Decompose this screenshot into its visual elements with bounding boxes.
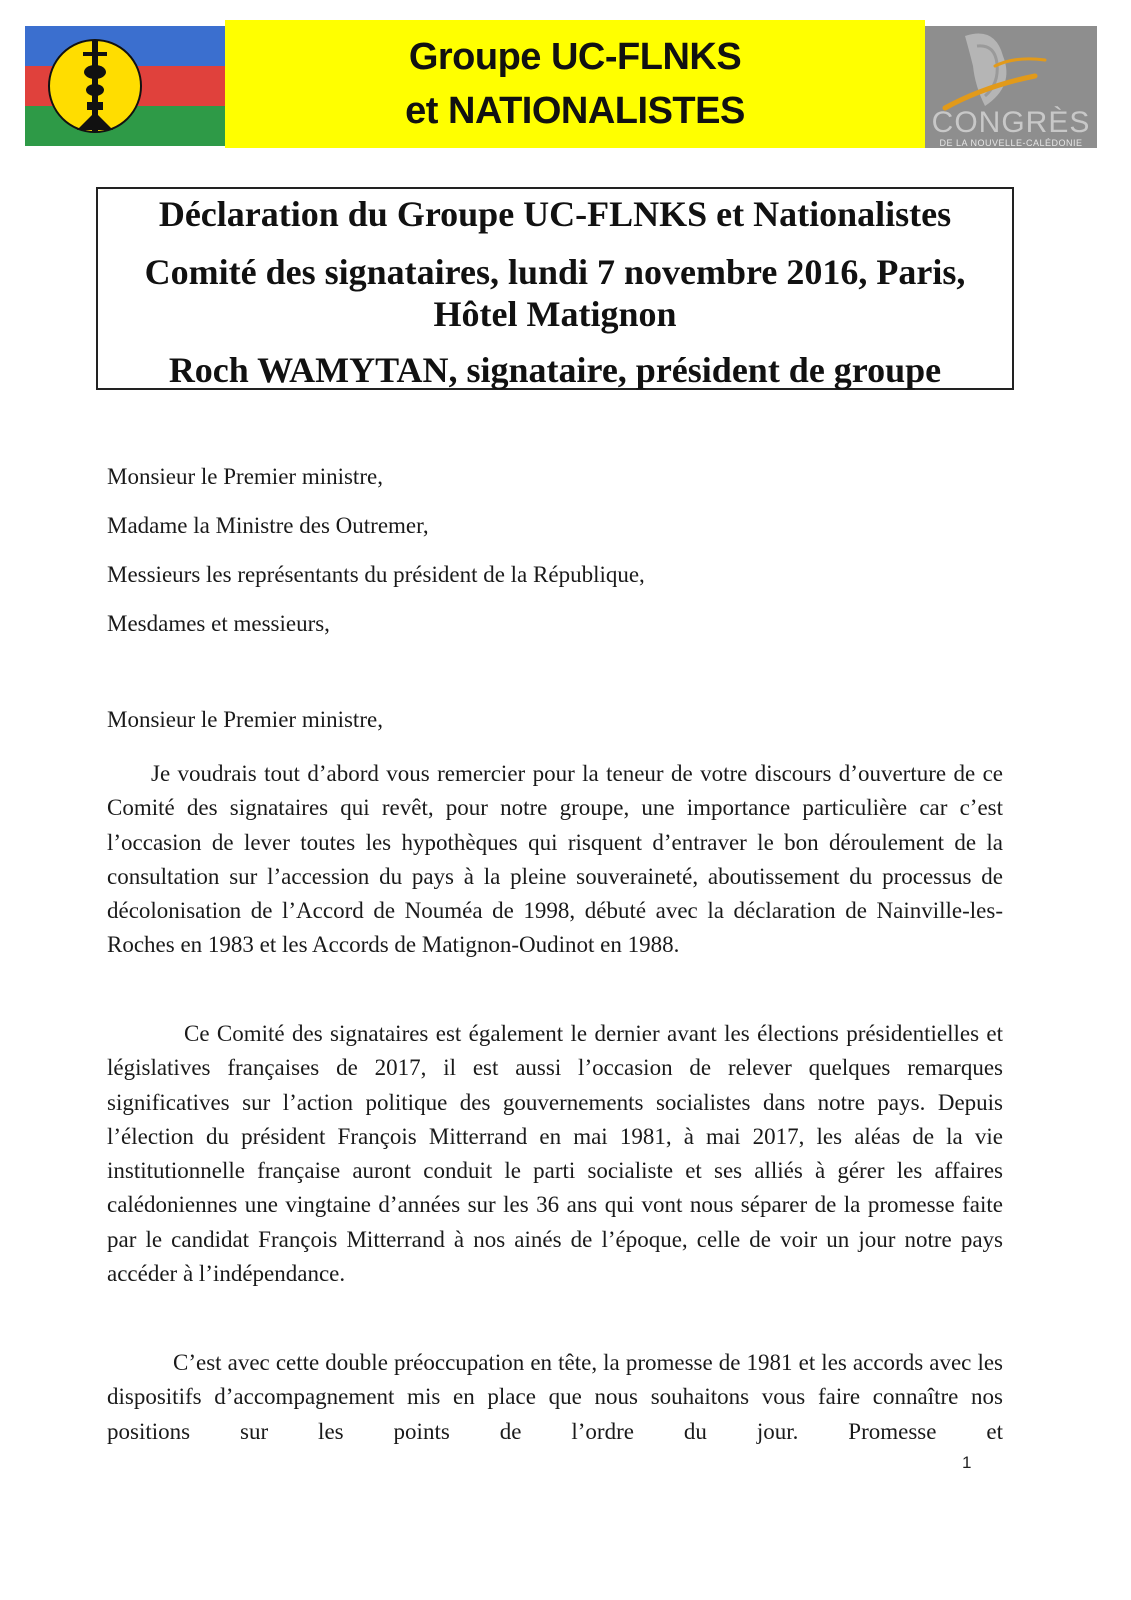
congres-logo-word: CONGRÈS bbox=[931, 106, 1091, 139]
salutation-line: Messieurs les représentants du président de la République, bbox=[107, 562, 645, 587]
body-paragraph: Ce Comité des signataires est également le dernier avant les élections présidentielles et législatives françaises de 2017, il est aussi l’occasion de relever quelques remarques significatives sur l’action politique des gouvernements socialistes dans notre pays. Depuis l’élection du président François Mitterrand en mai 1981, à mai 2017, les aléas de la vie institutionnelle française auront conduit le parti socialiste et ses alliés à gérer les affaires calédoniennes une vingtaine d’années sur les 36 ans qui vont nous séparer de la promesse faite par le candidat François Mitterrand à nos ainés de l’époque, celle de voir un jour notre pays accéder à l’indépendance. bbox=[107, 1021, 1003, 1287]
title-line-3: Roch WAMYTAN, signataire, président de groupe bbox=[168, 350, 942, 390]
kanak-flag-icon bbox=[25, 26, 225, 146]
conch-shell-icon bbox=[925, 26, 1097, 116]
group-name-banner bbox=[225, 20, 925, 148]
document-header bbox=[25, 20, 1097, 148]
title-line-2a: Comité des signataires, lundi 7 novembre 2016, Paris, bbox=[144, 252, 966, 292]
salutation-line: Madame la Ministre des Outremer, bbox=[107, 513, 429, 538]
page-number: 1 bbox=[962, 1453, 972, 1472]
salutation-line: Mesdames et messieurs, bbox=[107, 611, 330, 636]
body-paragraph: C’est avec cette double préoccupation en tête, la promesse de 1981 et les accords avec les dispositifs d’accompagnement mis en place que nous souhaitons vous faire connaître nos positions sur les points de l’ordre du jour. Promesse et bbox=[107, 1350, 1003, 1444]
banner-line-1: Groupe UC-FLNKS bbox=[408, 36, 742, 78]
title-line-2 bbox=[98, 251, 1012, 335]
body-paragraph: Je voudrais tout d’abord vous remercier pour la teneur de votre discours d’ouverture de ce Comité des signataires qui revêt, pour notre groupe, une importance particulière car c’est l’occasion de lever toutes les hypothèques qui risquent d’entraver le bon déroulement de la consultation sur l’accession du pays à la pleine souveraineté, aboutissement du processus de décolonisation de l’Accord de Nouméa de 1998, débuté avec la déclaration de Nainville-les-Roches en 1983 et les Accords de Matignon-Oudinot en 1988. bbox=[107, 761, 1003, 958]
banner-line-2: et NATIONALISTES bbox=[405, 90, 745, 132]
congres-logo bbox=[925, 26, 1097, 148]
opening-address: Monsieur le Premier ministre, bbox=[107, 707, 383, 732]
salutation-line: Monsieur le Premier ministre, bbox=[107, 464, 383, 489]
declaration-title-box bbox=[96, 187, 1014, 390]
congres-logo-subtitle: DE LA NOUVELLE-CALÉDONIE bbox=[939, 138, 1083, 148]
title-line-2b: Hôtel Matignon bbox=[433, 294, 677, 334]
title-line-1: Déclaration du Groupe UC-FLNKS et Nationalistes bbox=[158, 194, 952, 234]
